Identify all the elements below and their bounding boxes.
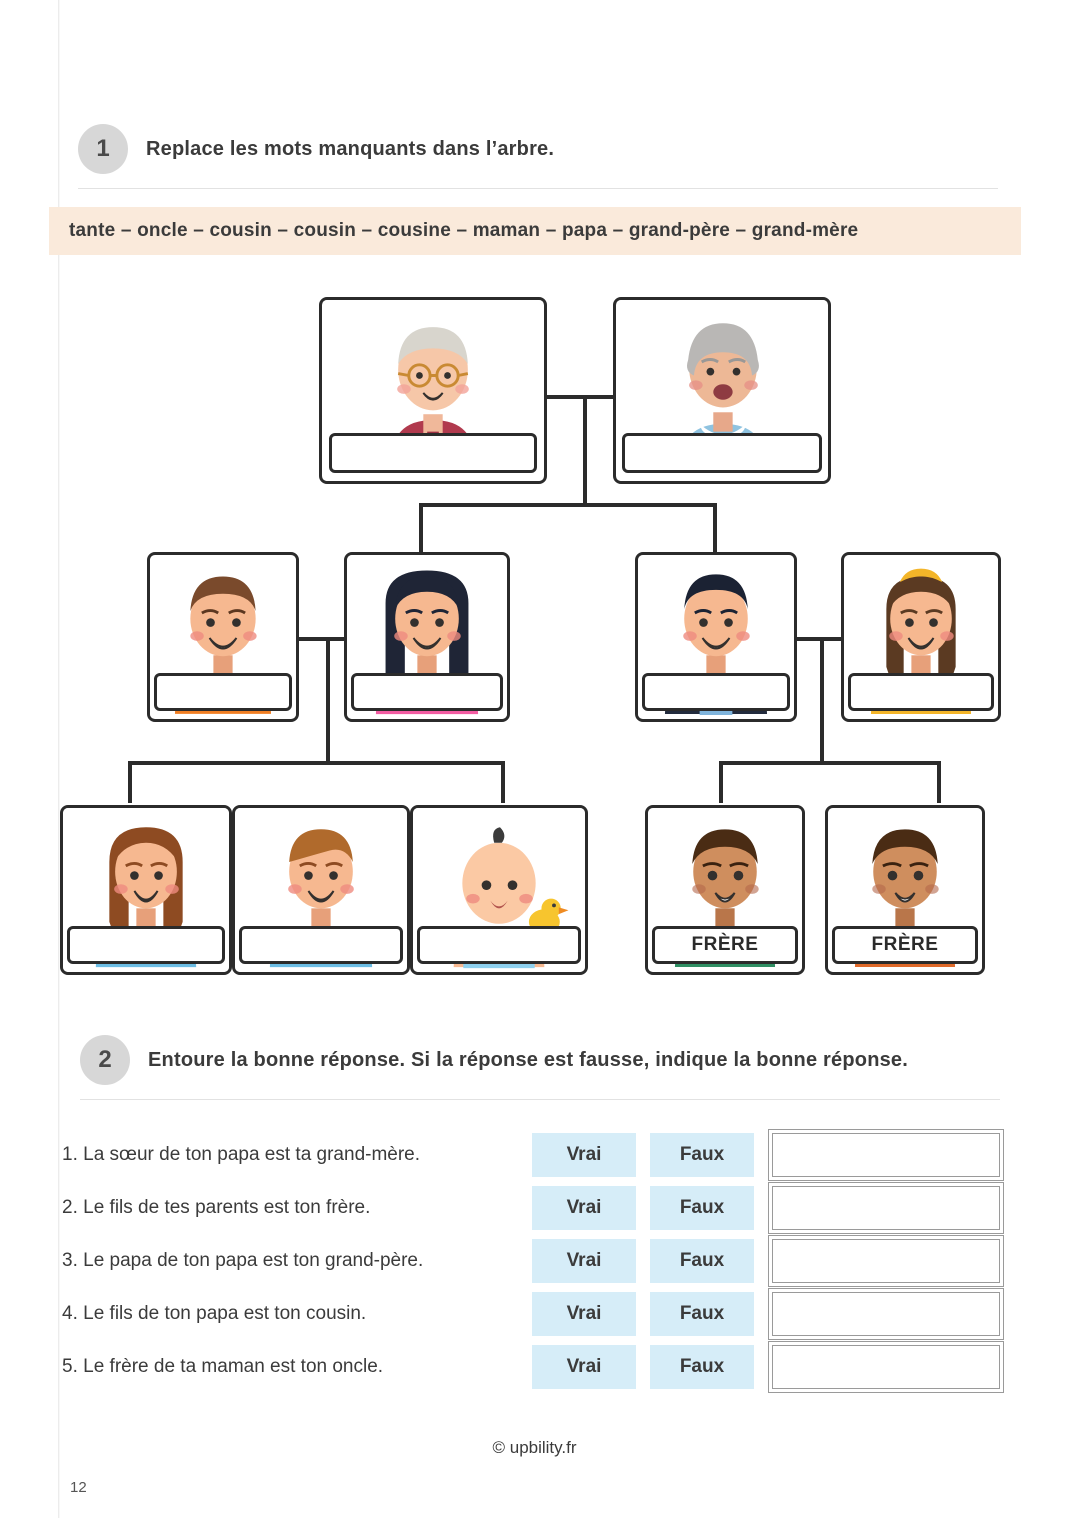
exercise-1-header — [78, 124, 998, 189]
father-label[interactable] — [642, 673, 790, 711]
grandfather-card[interactable] — [319, 297, 547, 484]
answer-input-1[interactable] — [772, 1133, 1000, 1177]
answer-input-2[interactable] — [772, 1186, 1000, 1230]
vrai-option-1[interactable]: Vrai — [532, 1133, 636, 1177]
footer-credit: © upbility.fr — [492, 1438, 577, 1457]
family-tree — [0, 280, 1069, 1000]
true-false-table — [62, 1128, 1042, 1393]
answer-field-1[interactable] — [768, 1129, 1004, 1181]
divider-1 — [78, 188, 998, 189]
connector-child-3-down — [501, 761, 505, 803]
brother-1-label[interactable]: FRÈRE — [652, 926, 798, 964]
connector-child-5-down — [937, 761, 941, 803]
father-card[interactable] — [635, 552, 797, 722]
brother-card-2[interactable] — [825, 805, 985, 975]
cousin-label[interactable] — [239, 926, 403, 964]
vrai-option-3[interactable]: Vrai — [532, 1239, 636, 1283]
table-row — [62, 1340, 1042, 1393]
faux-option-2[interactable]: Faux — [650, 1186, 754, 1230]
brother-2-label[interactable]: FRÈRE — [832, 926, 978, 964]
faux-option-5[interactable]: Faux — [650, 1345, 754, 1389]
connector-child-4-down — [719, 761, 723, 803]
table-row — [62, 1234, 1042, 1287]
exercise-2-number: 2 — [80, 1035, 130, 1085]
exercise-1-title: Replace les mots manquants dans l’arbre. — [146, 137, 555, 160]
uncle-label[interactable] — [154, 673, 292, 711]
question-text: 1. La sœur de ton papa est ta grand-mère. — [62, 1143, 421, 1165]
table-row — [62, 1287, 1042, 1340]
mother-card[interactable] — [841, 552, 1001, 722]
connector-g1-down — [583, 395, 587, 505]
vrai-option-4[interactable]: Vrai — [532, 1292, 636, 1336]
cousin-card[interactable] — [232, 805, 410, 975]
question-text: 4. Le fils de ton papa est ton cousin. — [62, 1302, 367, 1324]
table-row — [62, 1128, 1042, 1181]
question-text: 2. Le fils de tes parents est ton frère. — [62, 1196, 371, 1218]
connector-right-family-down — [820, 637, 824, 763]
answer-input-3[interactable] — [772, 1239, 1000, 1283]
connector-left-children-bar — [128, 761, 505, 765]
grandmother-card[interactable] — [613, 297, 831, 484]
aunt-card[interactable] — [344, 552, 510, 722]
faux-option-4[interactable]: Faux — [650, 1292, 754, 1336]
connector-g2-bar — [419, 503, 717, 507]
faux-option-3[interactable]: Faux — [650, 1239, 754, 1283]
answer-input-4[interactable] — [772, 1292, 1000, 1336]
page-number: 12 — [70, 1479, 87, 1496]
cousine-card[interactable] — [60, 805, 232, 975]
word-bank: tante – oncle – cousin – cousin – cousine – maman – papa – grand-père – grand-mère — [49, 207, 1021, 255]
exercise-2-header — [80, 1035, 1000, 1100]
question-text: 3. Le papa de ton papa est ton grand-père. — [62, 1249, 424, 1271]
connector-g2-left-down — [419, 503, 423, 555]
grandmother-label[interactable] — [622, 433, 822, 473]
exercise-2-title: Entoure la bonne réponse. Si la réponse est fausse, indique la bonne réponse. — [148, 1048, 909, 1071]
cousine-label[interactable] — [67, 926, 225, 964]
grandfather-label[interactable] — [329, 433, 537, 473]
answer-input-5[interactable] — [772, 1345, 1000, 1389]
brother-card-1[interactable] — [645, 805, 805, 975]
uncle-card[interactable] — [147, 552, 299, 722]
connector-right-children-bar — [719, 761, 941, 765]
mother-label[interactable] — [848, 673, 994, 711]
answer-field-4[interactable] — [768, 1288, 1004, 1340]
answer-field-3[interactable] — [768, 1235, 1004, 1287]
vrai-option-5[interactable]: Vrai — [532, 1345, 636, 1389]
connector-left-family-down — [326, 637, 330, 763]
connector-child-1-down — [128, 761, 132, 803]
vrai-option-2[interactable]: Vrai — [532, 1186, 636, 1230]
question-text: 5. Le frère de ta maman est ton oncle. — [62, 1355, 384, 1377]
connector-g2-right-down — [713, 503, 717, 555]
answer-field-2[interactable] — [768, 1182, 1004, 1234]
aunt-label[interactable] — [351, 673, 503, 711]
answer-field-5[interactable] — [768, 1341, 1004, 1393]
exercise-1-number: 1 — [78, 124, 128, 174]
baby-card[interactable] — [410, 805, 588, 975]
faux-option-1[interactable]: Faux — [650, 1133, 754, 1177]
table-row — [62, 1181, 1042, 1234]
baby-label[interactable] — [417, 926, 581, 964]
divider-2 — [80, 1099, 1000, 1100]
